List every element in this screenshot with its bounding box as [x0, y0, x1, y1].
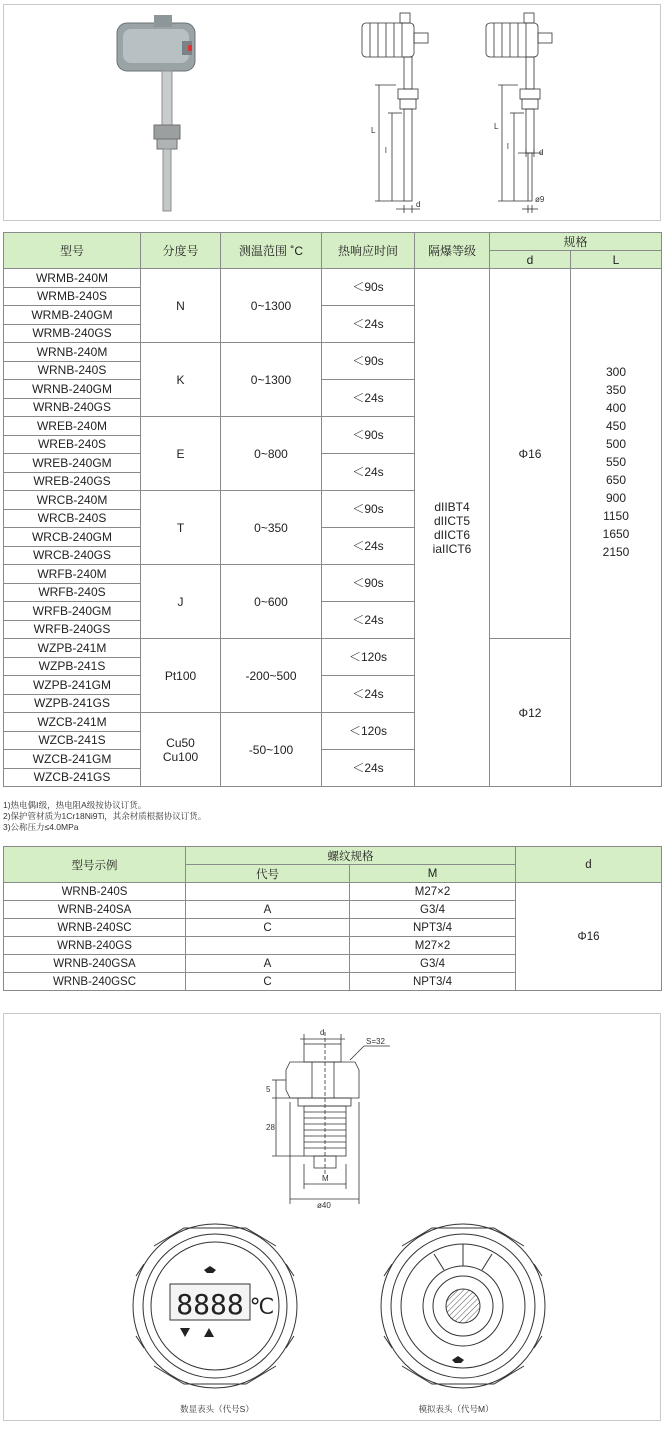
header-thread: 螺纹规格 — [186, 847, 516, 865]
model-cell: WRFB-240GM — [4, 602, 141, 621]
fitting-label-28: 28 — [266, 1123, 275, 1132]
response-cell: ＜24s — [322, 306, 415, 343]
range-cell: 0~800 — [221, 417, 322, 491]
L-value: 300 — [605, 364, 627, 379]
graduation-cell: Pt100 — [141, 639, 221, 713]
model-cell: WRCB-240GM — [4, 528, 141, 547]
model-cell: WREB-240GM — [4, 454, 141, 473]
fitting-label-5: 5 — [266, 1085, 271, 1094]
dim-label-d1: d — [416, 200, 421, 209]
dim-label-l1: l — [385, 146, 387, 155]
example-model: WRNB-240GSC — [4, 973, 186, 991]
fitting-label-d: d — [320, 1028, 325, 1037]
L-value: 400 — [605, 400, 627, 415]
dim-label-L1: L — [371, 126, 376, 135]
product-drawings — [4, 5, 660, 220]
table-row — [4, 269, 662, 288]
example-model: WRNB-240GS — [4, 937, 186, 955]
range-cell: 0~600 — [221, 565, 322, 639]
spec-table — [3, 232, 662, 787]
graduation-cell: N — [141, 269, 221, 343]
L-value: 1150 — [603, 508, 629, 523]
model-cell: WRNB-240GS — [4, 398, 141, 417]
model-cell: WRFB-240M — [4, 565, 141, 584]
notes — [3, 800, 206, 833]
drawing-2 — [486, 13, 552, 213]
model-cell: WZCB-241M — [4, 713, 141, 732]
header-response: 热响应时间 — [322, 233, 415, 269]
model-cell: WRCB-240M — [4, 491, 141, 510]
header-example-model: 型号示例 — [4, 847, 186, 883]
dim-label-d2: d — [539, 148, 544, 157]
model-cell: WRNB-240M — [4, 343, 141, 362]
model-cell: WREB-240M — [4, 417, 141, 436]
L-value: 1650 — [602, 526, 630, 541]
digital-display-unit: ℃ — [249, 1294, 275, 1319]
fitting-label-s: S=32 — [366, 1037, 385, 1046]
graduation-cell: T — [141, 491, 221, 565]
example-code: A — [186, 955, 350, 973]
brand-logo — [452, 1356, 464, 1363]
model-cell: WRNB-240GM — [4, 380, 141, 399]
range-cell: -50~100 — [221, 713, 322, 787]
range-cell: 0~350 — [221, 491, 322, 565]
drawing-1 — [362, 13, 428, 213]
table-row — [4, 639, 662, 658]
model-cell: WREB-240GS — [4, 472, 141, 491]
header-code: 代号 — [186, 865, 350, 883]
up-arrow-icon — [204, 1328, 214, 1337]
head-drawings — [4, 1014, 660, 1420]
header-range: 测温范围 ˚C — [221, 233, 322, 269]
down-arrow-icon — [180, 1328, 190, 1337]
L-value: 650 — [605, 472, 627, 487]
response-cell: ＜24s — [322, 602, 415, 639]
model-cell: WREB-240S — [4, 435, 141, 454]
model-cell: WRMB-240GS — [4, 324, 141, 343]
example-code: C — [186, 973, 350, 991]
fitting-drawing — [272, 1032, 390, 1204]
example-d: Φ16 — [516, 883, 662, 991]
example-m: NPT3/4 — [350, 973, 516, 991]
note-item: 3)公称压力≤4.0MPa — [3, 822, 79, 832]
brand-logo — [204, 1266, 216, 1273]
graduation-cell: Cu50 Cu100 — [141, 713, 221, 787]
example-code: C — [186, 919, 350, 937]
header-explosion: 隔爆等级 — [415, 233, 490, 269]
explosion-grade: dIICT5 — [433, 513, 470, 528]
example-model: WRNB-240SA — [4, 901, 186, 919]
response-cell: ＜90s — [322, 565, 415, 602]
explosion-grade: dIIBT4 — [434, 499, 470, 514]
model-cell: WZCB-241S — [4, 731, 141, 750]
model-cell: WZPB-241S — [4, 657, 141, 676]
example-model: WRNB-240GSA — [4, 955, 186, 973]
range-cell: 0~1300 — [221, 343, 322, 417]
header-m: M — [350, 865, 516, 883]
example-m: NPT3/4 — [350, 919, 516, 937]
dim-label-dia9: ø9 — [535, 195, 545, 204]
example-code — [186, 883, 350, 901]
analog-dial-center — [446, 1289, 480, 1323]
response-cell: ＜24s — [322, 454, 415, 491]
range-cell: -200~500 — [221, 639, 322, 713]
L-value: 500 — [605, 436, 627, 451]
head-drawings-panel — [3, 1013, 661, 1421]
example-code: A — [186, 901, 350, 919]
d-cell: Φ12 — [490, 639, 571, 787]
dim-label-l2: l — [507, 142, 509, 151]
header-spec-L: L — [571, 251, 662, 269]
header-spec: 规格 — [490, 233, 662, 251]
header-model: 型号 — [4, 233, 141, 269]
note-item: 1)热电偶Ⅰ级，热电阻A级按协议订货。 — [3, 800, 147, 810]
L-value: 450 — [605, 418, 627, 433]
explosion-grade: iaIICT6 — [432, 541, 472, 556]
response-cell: ＜24s — [322, 750, 415, 787]
response-cell: ＜90s — [322, 417, 415, 454]
graduation-cell: E — [141, 417, 221, 491]
response-cell: ＜90s — [322, 269, 415, 306]
fitting-label-m: M — [322, 1174, 329, 1183]
analog-head-caption: 模拟表头（代号M） — [418, 1404, 494, 1414]
example-model: WRNB-240SC — [4, 919, 186, 937]
L-value: 900 — [605, 490, 627, 505]
L-value: 350 — [605, 382, 627, 397]
header-graduation: 分度号 — [141, 233, 221, 269]
model-cell: WRMB-240GM — [4, 306, 141, 325]
response-cell: ＜24s — [322, 380, 415, 417]
example-code — [186, 937, 350, 955]
example-m: G3/4 — [350, 955, 516, 973]
note-item: 2)保护管材质为1Cr18Ni9Ti，其余材质根据协议订货。 — [3, 811, 207, 821]
model-cell: WZPB-241GM — [4, 676, 141, 695]
L-cell — [571, 269, 662, 787]
range-cell: 0~1300 — [221, 269, 322, 343]
response-cell: ＜90s — [322, 491, 415, 528]
d-cell: Φ16 — [490, 269, 571, 639]
digital-head-caption: 数显表头（代号S） — [180, 1404, 254, 1414]
L-value: 2150 — [602, 544, 630, 559]
explosion-grade: dIICT6 — [433, 527, 470, 542]
example-m: M27×2 — [350, 883, 516, 901]
graduation-cell: J — [141, 565, 221, 639]
L-value: 550 — [605, 454, 627, 469]
model-cell: WZCB-241GM — [4, 750, 141, 769]
model-cell: WRNB-240S — [4, 361, 141, 380]
fitting-label-dia40: ø40 — [317, 1201, 331, 1210]
header-spec-d: d — [490, 251, 571, 269]
response-cell: ＜24s — [322, 528, 415, 565]
response-cell: ＜24s — [322, 676, 415, 713]
digital-display-value: 8888 — [176, 1288, 244, 1321]
model-cell: WRCB-240S — [4, 509, 141, 528]
header-example-d: d — [516, 847, 662, 883]
model-cell: WRFB-240S — [4, 583, 141, 602]
example-m: G3/4 — [350, 901, 516, 919]
product-photo — [117, 15, 195, 211]
response-cell: ＜120s — [322, 639, 415, 676]
explosion-cell — [415, 269, 490, 787]
example-model: WRNB-240S — [4, 883, 186, 901]
example-table — [3, 846, 662, 991]
response-cell: ＜120s — [322, 713, 415, 750]
model-cell: WRMB-240S — [4, 287, 141, 306]
model-cell: WZPB-241M — [4, 639, 141, 658]
model-cell: WZPB-241GS — [4, 694, 141, 713]
example-m: M27×2 — [350, 937, 516, 955]
model-cell: WRCB-240GS — [4, 546, 141, 565]
table-row — [4, 883, 662, 901]
model-cell: WZCB-241GS — [4, 768, 141, 787]
dim-label-L2: L — [494, 122, 499, 131]
graduation-cell: K — [141, 343, 221, 417]
model-cell: WRMB-240M — [4, 269, 141, 288]
response-cell: ＜90s — [322, 343, 415, 380]
model-cell: WRFB-240GS — [4, 620, 141, 639]
product-drawings-panel — [3, 4, 661, 221]
